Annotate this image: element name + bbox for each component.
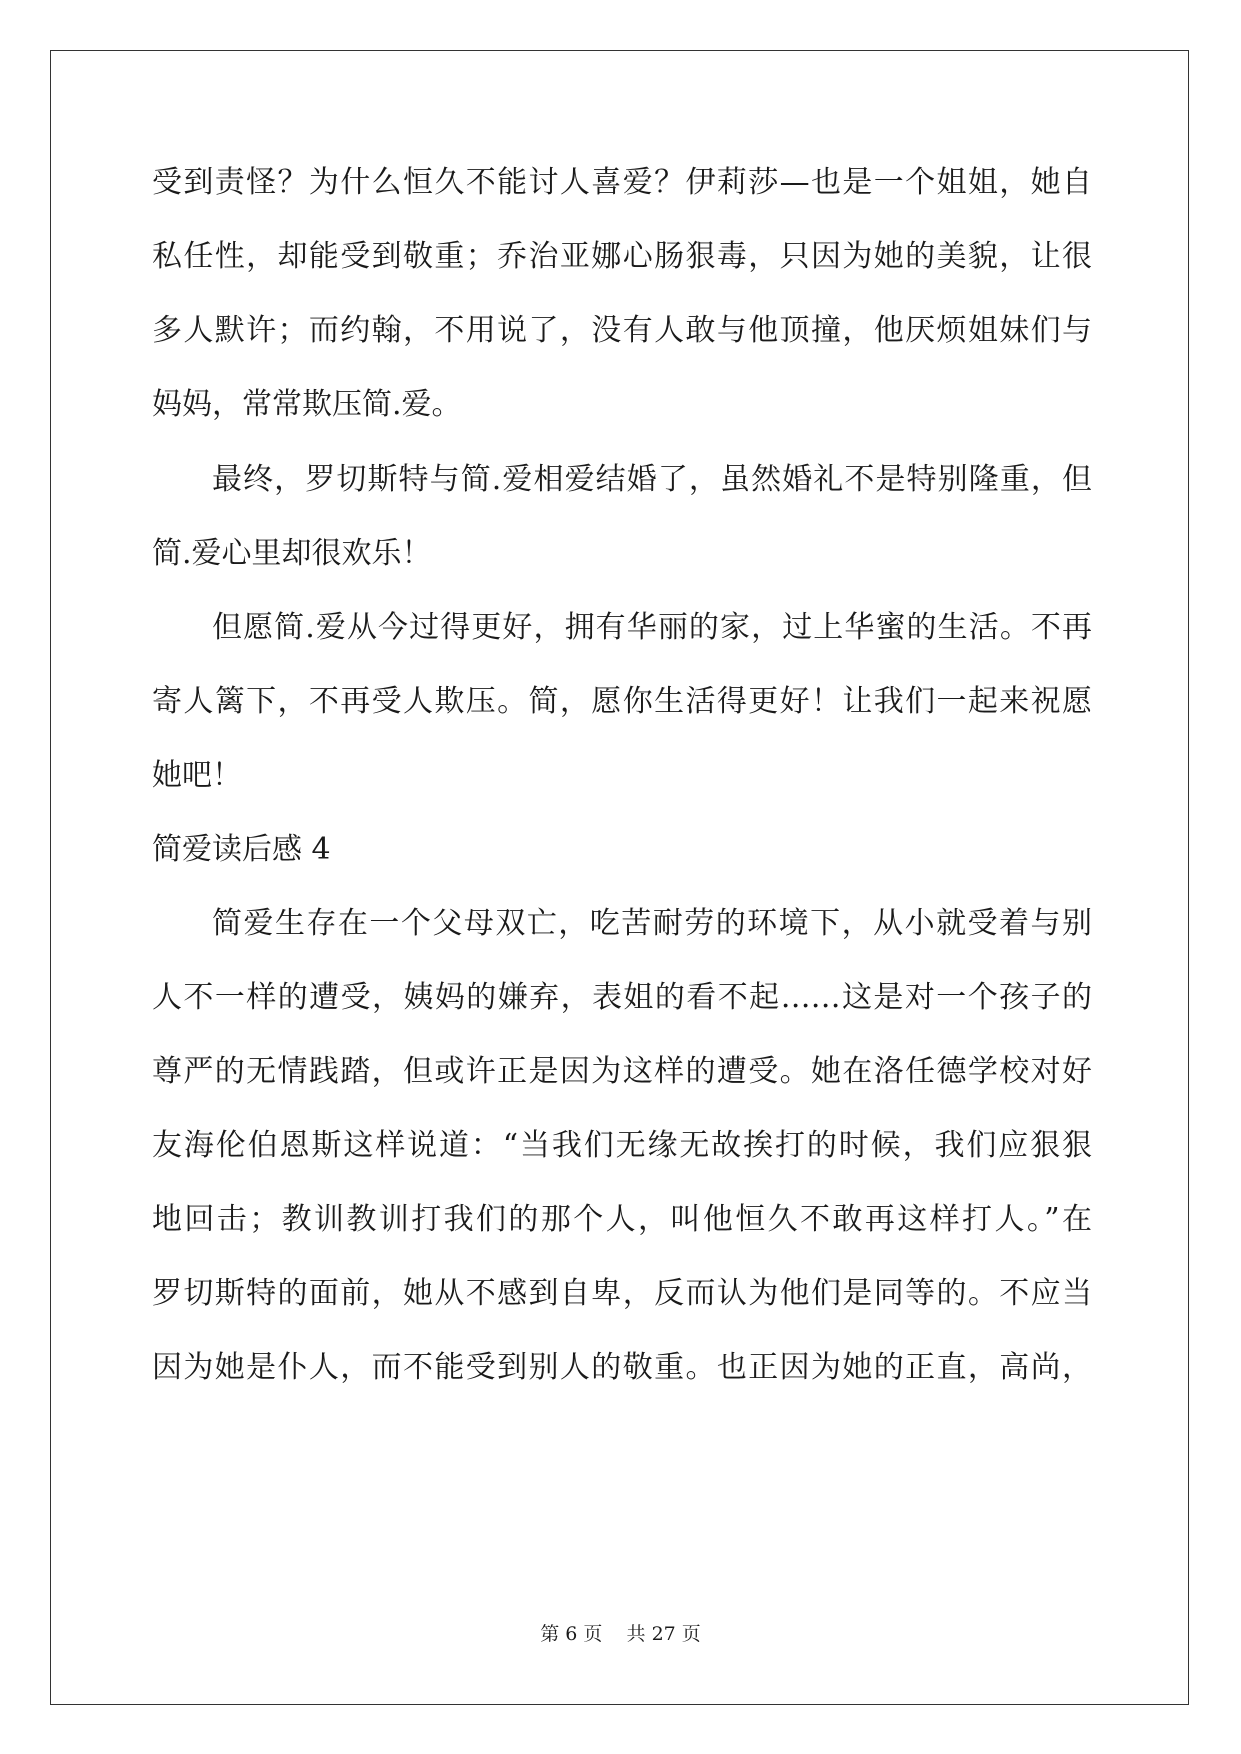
text-line: 她吧！ bbox=[152, 758, 242, 793]
text-line: 简.爱心里却很欢乐！ bbox=[152, 536, 432, 571]
text-line: 私任性，却能受到敬重；乔治亚娜心肠狠毒，只因为她的美貌，让很 bbox=[152, 239, 1092, 274]
paragraph-first-line: 但愿简.爱从今过得更好，拥有华丽的家，过上华蜜的生活。不再 bbox=[212, 610, 1092, 645]
page-border bbox=[50, 50, 1189, 1705]
text-line: 多人默许；而约翰，不用说了，没有人敢与他顶撞，他厌烦姐妹们与 bbox=[152, 313, 1092, 348]
text-line: 友海伦伯恩斯这样说道：“当我们无缘无故挨打的时候，我们应狠狠 bbox=[152, 1128, 1092, 1163]
text-line: 因为她是仆人，而不能受到别人的敬重。也正因为她的正直，高尚， bbox=[152, 1350, 1092, 1385]
text-line: 寄人篱下，不再受人欺压。简，愿你生活得更好！让我们一起来祝愿 bbox=[152, 684, 1092, 719]
text-line: 罗切斯特的面前，她从不感到自卑，反而认为他们是同等的。不应当 bbox=[152, 1276, 1092, 1311]
page-footer bbox=[0, 1622, 1241, 1646]
total-pages: 共 27 页 bbox=[626, 1623, 701, 1645]
paragraph-first-line: 简爱生存在一个父母双亡，吃苦耐劳的环境下，从小就受着与别 bbox=[212, 906, 1092, 941]
text-line: 地回击；教训教训打我们的那个人，叫他恒久不敢再这样打人。”在 bbox=[152, 1202, 1092, 1237]
text-line: 尊严的无情践踏，但或许正是因为这样的遭受。她在洛任德学校对好 bbox=[152, 1054, 1092, 1089]
text-line: 人不一样的遭受，姨妈的嫌弃，表姐的看不起……这是对一个孩子的 bbox=[152, 980, 1092, 1015]
page-number: 第 6 页 bbox=[540, 1623, 603, 1645]
section-heading: 简爱读后感 4 bbox=[152, 832, 331, 867]
text-line: 妈妈，常常欺压简.爱。 bbox=[152, 387, 462, 422]
paragraph-first-line: 最终，罗切斯特与简.爱相爱结婚了，虽然婚礼不是特别隆重，但 bbox=[212, 462, 1092, 497]
text-line: 受到责怪？为什么恒久不能讨人喜爱？伊莉莎—也是一个姐姐，她自 bbox=[152, 165, 1092, 200]
